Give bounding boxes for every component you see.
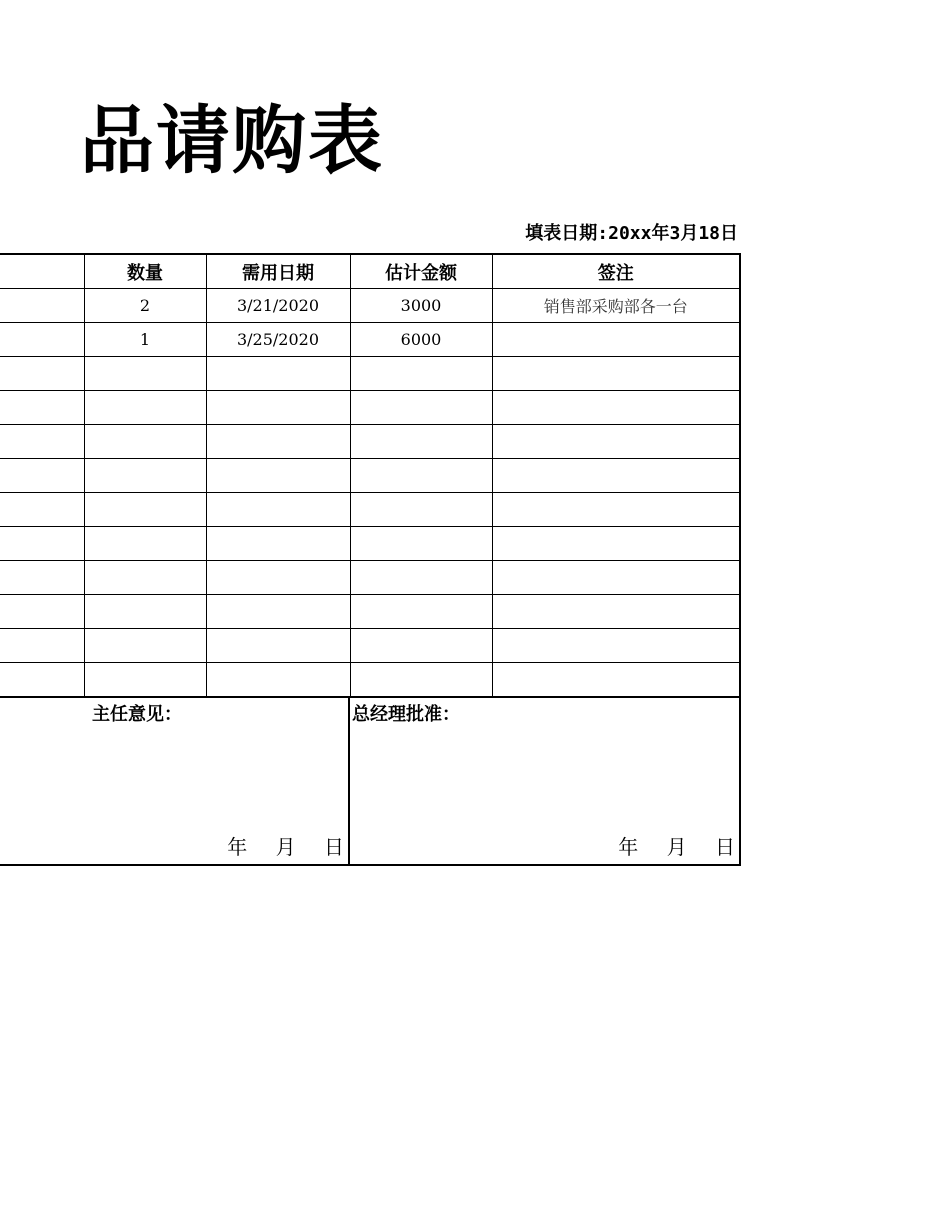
header-cell-cutoff bbox=[0, 254, 84, 289]
need-date-cell[interactable]: 3/21/2020 bbox=[206, 289, 350, 323]
estimated-amount-cell[interactable] bbox=[350, 391, 492, 425]
cutoff-cell[interactable] bbox=[0, 493, 84, 527]
table-row bbox=[0, 493, 740, 527]
notes-cell[interactable] bbox=[492, 493, 740, 527]
cutoff-cell[interactable] bbox=[0, 561, 84, 595]
notes-cell[interactable] bbox=[492, 459, 740, 493]
notes-cell[interactable] bbox=[492, 663, 740, 698]
table-row bbox=[0, 425, 740, 459]
cutoff-cell[interactable] bbox=[0, 629, 84, 663]
need-date-cell[interactable] bbox=[206, 493, 350, 527]
table-row bbox=[0, 357, 740, 391]
table-row bbox=[0, 595, 740, 629]
quantity-cell[interactable] bbox=[84, 629, 206, 663]
quantity-cell[interactable] bbox=[84, 357, 206, 391]
table-header-row bbox=[0, 254, 740, 289]
estimated-amount-cell[interactable] bbox=[350, 357, 492, 391]
cutoff-cell[interactable] bbox=[0, 357, 84, 391]
quantity-cell[interactable]: 1 bbox=[84, 323, 206, 357]
need-date-cell[interactable] bbox=[206, 629, 350, 663]
cutoff-cell[interactable] bbox=[0, 663, 84, 698]
table-row bbox=[0, 391, 740, 425]
header-quantity: 数量 bbox=[84, 254, 206, 289]
cutoff-cell[interactable] bbox=[0, 391, 84, 425]
notes-cell[interactable] bbox=[492, 527, 740, 561]
quantity-cell[interactable] bbox=[84, 391, 206, 425]
general-manager-approval-label: 总经理批准： bbox=[352, 704, 460, 725]
estimated-amount-cell[interactable] bbox=[350, 493, 492, 527]
supervisor-opinion-box[interactable] bbox=[0, 696, 350, 866]
table-row bbox=[0, 323, 740, 357]
header-need-date: 需用日期 bbox=[206, 254, 350, 289]
month-label: 月 bbox=[275, 835, 296, 859]
quantity-cell[interactable] bbox=[84, 493, 206, 527]
quantity-cell[interactable] bbox=[84, 663, 206, 698]
cutoff-cell[interactable] bbox=[0, 595, 84, 629]
need-date-cell[interactable] bbox=[206, 561, 350, 595]
need-date-cell[interactable] bbox=[206, 663, 350, 698]
need-date-cell[interactable] bbox=[206, 357, 350, 391]
quantity-cell[interactable] bbox=[84, 527, 206, 561]
estimated-amount-cell[interactable] bbox=[350, 663, 492, 698]
supervisor-opinion-label: 主任意见： bbox=[92, 704, 182, 725]
day-label: 日 bbox=[715, 835, 735, 859]
general-manager-approval-box[interactable] bbox=[350, 696, 741, 866]
estimated-amount-cell[interactable] bbox=[350, 595, 492, 629]
quantity-cell[interactable] bbox=[84, 595, 206, 629]
table-row bbox=[0, 663, 740, 698]
year-label: 年 bbox=[227, 835, 248, 859]
need-date-cell[interactable] bbox=[206, 527, 350, 561]
cutoff-cell[interactable] bbox=[0, 527, 84, 561]
month-label: 月 bbox=[666, 835, 687, 859]
fill-date: 填表日期:20xx年3月18日 bbox=[525, 223, 738, 244]
notes-cell[interactable] bbox=[492, 425, 740, 459]
cutoff-cell[interactable] bbox=[0, 289, 84, 323]
quantity-cell[interactable] bbox=[84, 425, 206, 459]
need-date-cell[interactable] bbox=[206, 595, 350, 629]
estimated-amount-cell[interactable] bbox=[350, 459, 492, 493]
header-estimated-amount: 估计金额 bbox=[350, 254, 492, 289]
notes-cell[interactable] bbox=[492, 357, 740, 391]
notes-cell[interactable] bbox=[492, 561, 740, 595]
notes-cell[interactable] bbox=[492, 391, 740, 425]
estimated-amount-cell[interactable] bbox=[350, 527, 492, 561]
quantity-cell[interactable] bbox=[84, 561, 206, 595]
notes-cell[interactable] bbox=[492, 629, 740, 663]
table-row bbox=[0, 561, 740, 595]
notes-cell[interactable]: 销售部采购部各一台 bbox=[492, 289, 740, 323]
year-label: 年 bbox=[618, 835, 639, 859]
need-date-cell[interactable]: 3/25/2020 bbox=[206, 323, 350, 357]
table-row bbox=[0, 289, 740, 323]
estimated-amount-cell[interactable]: 6000 bbox=[350, 323, 492, 357]
quantity-cell[interactable]: 2 bbox=[84, 289, 206, 323]
quantity-cell[interactable] bbox=[84, 459, 206, 493]
supervisor-date bbox=[227, 831, 344, 860]
notes-cell[interactable] bbox=[492, 323, 740, 357]
need-date-cell[interactable] bbox=[206, 425, 350, 459]
general-manager-date bbox=[618, 831, 735, 860]
purchase-request-table bbox=[0, 253, 741, 698]
table-row bbox=[0, 459, 740, 493]
estimated-amount-cell[interactable] bbox=[350, 425, 492, 459]
page-title: 品请购表 bbox=[80, 98, 384, 184]
cutoff-cell[interactable] bbox=[0, 459, 84, 493]
need-date-cell[interactable] bbox=[206, 391, 350, 425]
table-row bbox=[0, 527, 740, 561]
header-notes: 签注 bbox=[492, 254, 740, 289]
cutoff-cell[interactable] bbox=[0, 425, 84, 459]
table-row bbox=[0, 629, 740, 663]
notes-cell[interactable] bbox=[492, 595, 740, 629]
need-date-cell[interactable] bbox=[206, 459, 350, 493]
estimated-amount-cell[interactable] bbox=[350, 561, 492, 595]
estimated-amount-cell[interactable]: 3000 bbox=[350, 289, 492, 323]
day-label: 日 bbox=[324, 835, 344, 859]
estimated-amount-cell[interactable] bbox=[350, 629, 492, 663]
cutoff-cell[interactable] bbox=[0, 323, 84, 357]
